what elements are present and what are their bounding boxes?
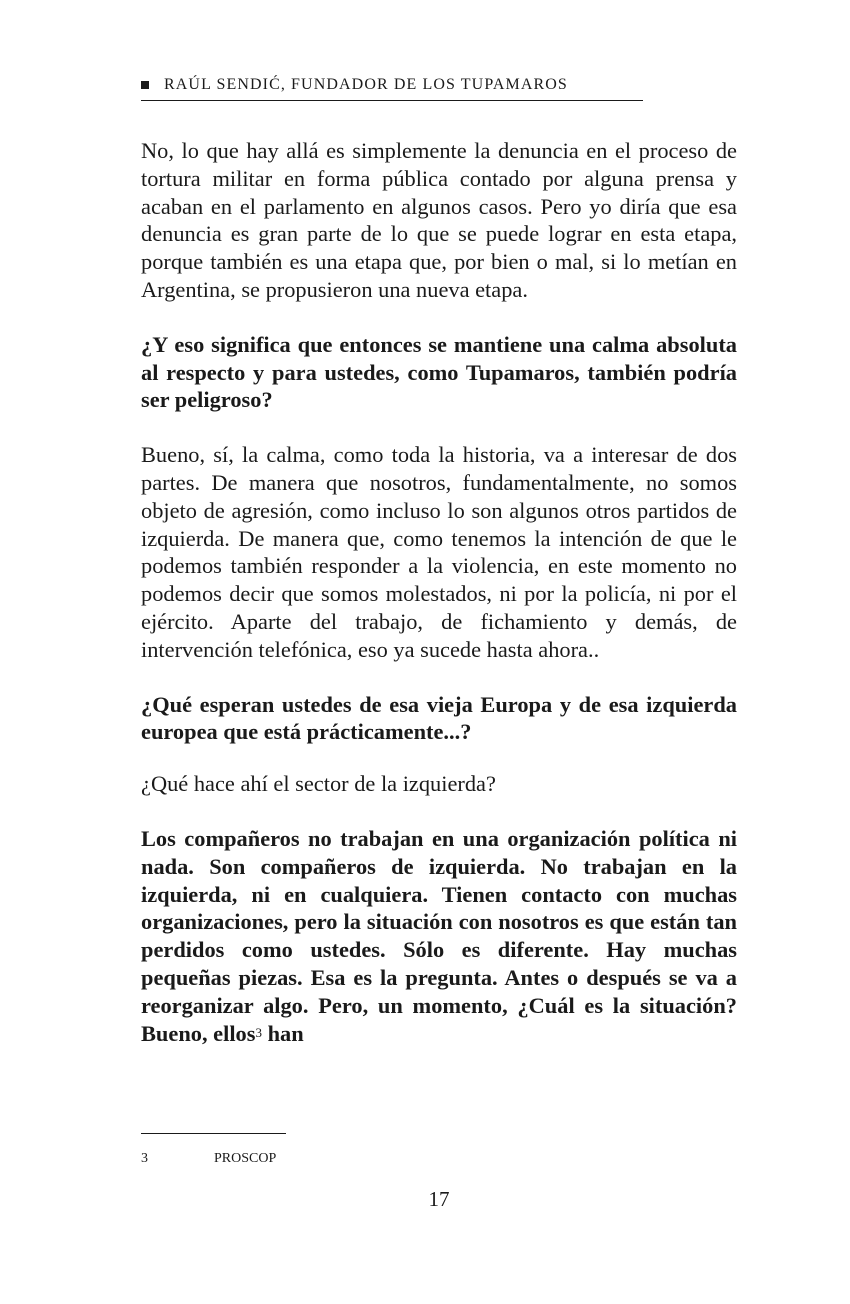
footnote-number: 3 [141,1151,148,1166]
bold-paragraph-text: Los compañeros no trabajan en una organización política ni nada. Son compañeros de izquierda. No trabajan en la izquierda, ni en cualquiera. Tienen contacto con muchas organizaciones, pero la situación con nosotros es que están tan perdidos como ustedes. Sólo es diferente. Hay muchas pequeñas piezas. Esa es la pregunta. Antes o después se va a reorganizar algo. Pero, un momento, ¿Cuál es la situación? Bueno, ellos [141,825,737,1046]
question-paragraph: ¿Y eso significa que entonces se mantiene una calma absoluta al respecto y para ustedes, como Tupamaros, también podría ser peligroso? [141,331,737,413]
answer-paragraph: ¿Qué hace ahí el sector de la izquierda? [141,771,496,797]
bold-paragraph-tail: han [261,1020,304,1046]
bullet-square-icon [141,81,149,89]
answer-paragraph: Bueno, sí, la calma, como toda la historia, va a interesar de dos partes. De manera que nosotros, fundamentalmente, no somos objeto de agresión, como incluso lo son algunos otros partidos de izquierda. De manera que, como tenemos la intención de que le podemos también responder a la violencia, en este momento no podemos decir que somos molestados, ni por la policía, ni por el ejército. Aparte del trabajo, de fichamiento y demás, de intervención telefónica, eso ya sucede hasta ahora.. [141,442,737,662]
footnote-divider [141,1133,286,1134]
page-number: 17 [428,1187,450,1211]
answer-paragraph: No, lo que hay allá es simplemente la denuncia en el proceso de tortura militar en forma pública contado por alguna prensa y acaban en el parlamento en algunos casos. Pero yo diría que esa denuncia es gran parte de lo que se puede lograr en esta etapa, porque también es una etapa que, por bien o mal, si lo metían en Argentina, se propusieron una nueva etapa. [141,138,737,302]
running-head [141,74,643,101]
question-paragraph: ¿Qué esperan ustedes de esa vieja Europa y de esa izquierda europea que está prácticamente...? [141,691,737,745]
footnote [141,1150,276,1168]
running-head-title: RAÚL SENDIĆ, FUNDADOR DE LOS TUPAMAROS [164,76,568,93]
footnote-text: PROSCOP [214,1151,277,1166]
footnote-reference: 3 [255,1024,262,1040]
body-text [141,137,737,1047]
bold-paragraph [141,825,737,1047]
